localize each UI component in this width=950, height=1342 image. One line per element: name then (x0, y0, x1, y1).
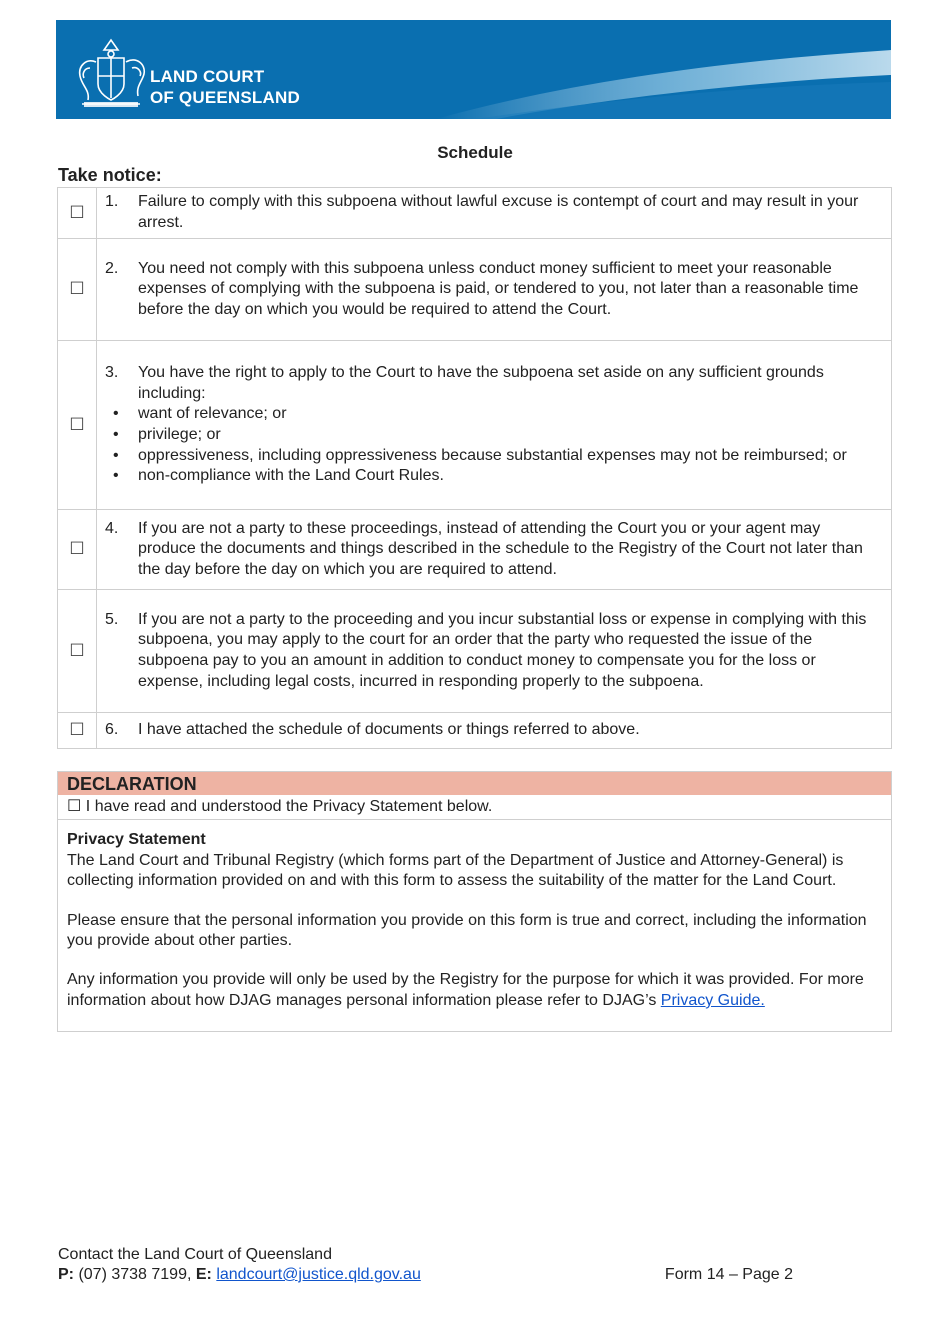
list-item: • non-compliance with the Land Court Rules. (113, 467, 444, 485)
court-name-line1: LAND COURT (150, 67, 265, 86)
list-item: • oppressiveness, including oppressiveness because substantial expenses may not be reimbursed; or (113, 446, 847, 464)
table-row (58, 188, 892, 239)
privacy-paragraph: Please ensure that the personal information you provide on this form is true and correct, including the information you provide about other parties. (67, 911, 867, 950)
item-6-checkbox[interactable]: ☐ (58, 713, 97, 749)
item-3-checkbox[interactable]: ☐ (58, 341, 97, 510)
privacy-paragraph: The Land Court and Tribunal Registry (which forms part of the Department of Justice and Attorney-General) is collecting information provided on and with this form to assess the suitability of the matter for the Land Court. (67, 851, 844, 890)
item-number: 6. (105, 721, 119, 739)
footer-email-link[interactable]: landcourt@justice.qld.gov.au (216, 1266, 421, 1283)
privacy-statement (58, 820, 891, 1031)
table-row (58, 341, 892, 510)
court-name-line2: OF QUEENSLAND (150, 88, 300, 107)
list-item: • privilege; or (113, 426, 221, 443)
notice-table (57, 187, 892, 749)
footer (58, 1245, 793, 1285)
item-number: 4. (105, 519, 119, 537)
item-text: If you are not a party to these proceedings, instead of attending the Court you or your agent may produce the documents and things described in the schedule to the Registry of the Court not later than the day before the day on which you are required to attend. (138, 519, 863, 578)
item-text: You need not comply with this subpoena unless conduct money sufficient to meet your reasonable expenses of complying with the subpoena is paid, or tendered to you, not later than a reasonable time before the day on which you would be required to attend the Court. (138, 259, 859, 318)
page-title: Schedule (437, 143, 513, 162)
item-text: I have attached the schedule of documents or things referred to above. (138, 721, 640, 739)
footer-phone: (07) 3738 7199, (74, 1266, 196, 1283)
item-5-checkbox[interactable]: ☐ (58, 590, 97, 713)
privacy-acknowledge-checkbox[interactable]: ☐ (67, 798, 82, 815)
court-name (150, 66, 300, 108)
table-row (58, 713, 892, 749)
item-number: 5. (105, 610, 119, 628)
declaration-section (57, 771, 892, 1032)
privacy-heading: Privacy Statement (67, 831, 206, 849)
declaration-heading: DECLARATION (58, 772, 891, 795)
privacy-acknowledge-label: I have read and understood the Privacy Statement below. (85, 798, 493, 815)
item-text: Failure to comply with this subpoena without lawful excuse is contempt of court and may result in your arrest. (138, 193, 859, 231)
grounds-list (105, 404, 871, 486)
take-notice-heading: Take notice: (58, 165, 162, 185)
table-row (58, 510, 892, 590)
header-banner (56, 20, 891, 119)
privacy-paragraph: Any information you provide will only be used by the Registry for the purpose for which it was provided. For more information about how DJAG manages personal information please refer to DJAG’s Privacy Guide. (67, 971, 864, 1009)
list-item: • want of relevance; or (113, 405, 287, 423)
privacy-guide-link[interactable]: Privacy Guide. (660, 991, 765, 1009)
item-number: 3. (105, 364, 119, 382)
footer-form-page: Form 14 – Page 2 (664, 1266, 793, 1283)
item-text: If you are not a party to the proceeding and you incur substantial loss or expense in complying with this subpoena, you may apply to the court for an order that the party who requested the issue of the subpoena pay to you an amount in addition to conduct money to compensate you for the loss or expense, including legal costs, incurred in responding properly to the subpoena. (138, 610, 867, 690)
table-row (58, 239, 892, 341)
item-1-checkbox[interactable]: ☐ (58, 188, 97, 239)
footer-contact-details: P: (07) 3738 7199, E: landcourt@justice.qld.gov.au (58, 1266, 421, 1283)
item-number: 1. (105, 193, 119, 211)
privacy-acknowledge-row[interactable] (58, 795, 891, 820)
footer-contact-line: Contact the Land Court of Queensland (58, 1246, 332, 1263)
queensland-crest-logo (68, 28, 154, 112)
item-4-checkbox[interactable]: ☐ (58, 510, 97, 590)
item-2-checkbox[interactable]: ☐ (58, 239, 97, 341)
item-text: You have the right to apply to the Court to have the subpoena set aside on any sufficient grounds including: (138, 364, 824, 402)
item-number: 2. (105, 259, 119, 277)
table-row (58, 590, 892, 713)
